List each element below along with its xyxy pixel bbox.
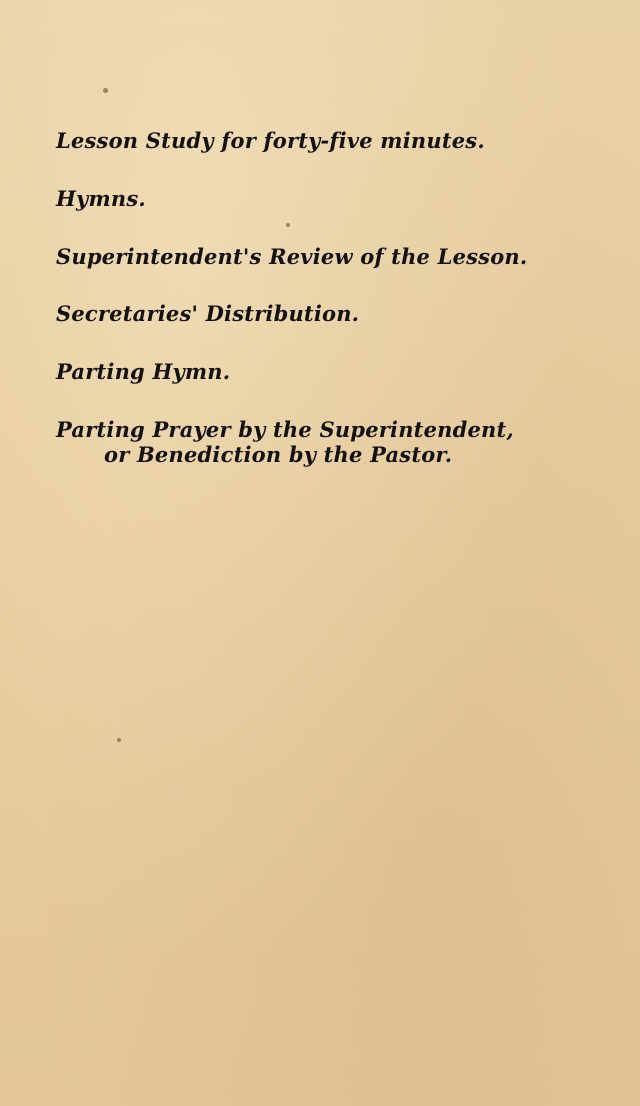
program-item-text: Secretaries' Distribution. xyxy=(56,301,360,326)
program-item-text: Parting Hymn. xyxy=(56,359,231,384)
paper-speck xyxy=(286,223,290,227)
program-item-parting-prayer xyxy=(56,417,514,467)
program-item-text: Lesson Study for forty-five minutes. xyxy=(56,128,485,153)
program-item-hymns xyxy=(56,186,146,211)
program-item-continuation: or Benediction by the Pastor. xyxy=(104,442,453,467)
program-item-text: Hymns. xyxy=(56,186,146,211)
program-item-review xyxy=(56,244,527,269)
program-item-text: Superintendent's Review of the Lesson. xyxy=(56,244,528,269)
program-item-parting-hymn xyxy=(56,359,230,384)
paper-speck xyxy=(117,738,121,742)
program-item-lesson-study xyxy=(56,128,485,153)
paper-speck xyxy=(103,88,108,93)
program-item-distribution xyxy=(56,301,359,326)
program-item-text: Parting Prayer by the Superintendent, xyxy=(56,417,514,442)
